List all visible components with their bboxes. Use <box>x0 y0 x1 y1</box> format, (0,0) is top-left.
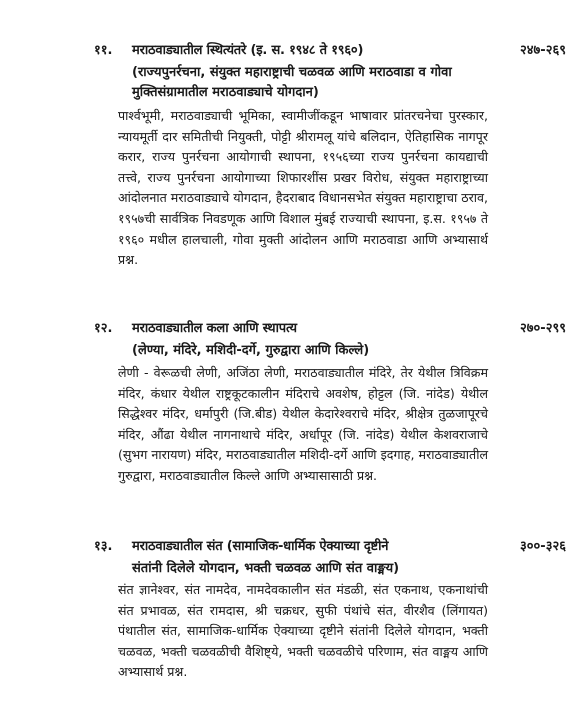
chapter-number: १२. <box>94 321 113 336</box>
page-range: ३००-३२६ <box>520 539 566 554</box>
chapter-title: मराठवाड्यातील कला आणि स्थापत्य <box>132 321 297 336</box>
chapter-subtitle: संतांनी दिलेले योगदान, भक्ती चळवळ आणि संत वाङ्मय) <box>132 561 400 576</box>
chapter-topics: लेणी - वेरूळची लेणी, अजिंठा लेणी, मराठवाड्यातील मंदिरे, तेर येथील त्रिविक्रम मंदिर, कंधार येथील राष्ट्रकूटकालीन मंदिराचे अवशेष, होट्टल (जि. नांदेड) येथील सिद्धेश्वर मंदिर, धर्मापुरी (जि.बीड) येथील केदारेश्वराचे मंदिर, श्रीक्षेत्र तुळजापूरचे मंदिर, औंढा येथील नागनाथाचे मंदिर, अर्धापूर (जि. नांदेड) येथील केशवराजाचे (सुभग नारायण) मंदिर, मराठवाड्यातील मशिदी-दर्गे आणि इदगाह, मराठवाड्यातील गुरुद्वारा, मराठवाड्यातील किल्ले आणि अभ्यासासाठी प्रश्न. <box>118 365 488 483</box>
chapter-number: १३. <box>94 539 113 554</box>
chapter-subtitle: (लेण्या, मंदिरे, मशिदी-दर्गे, गुरुद्वारा आणि किल्ले) <box>132 343 370 358</box>
chapter-number: ११. <box>94 43 113 58</box>
chapter-topics: पार्श्वभूमी, मराठवाड्याची भूमिका, स्वामीजींकडून भाषावार प्रांतरचनेचा पुरस्कार, न्यायमूर्ती दार समितीची नियुक्ती, पोट्टी श्रीरामलू यांचे बलिदान, ऐतिहासिक नागपूर करार, राज्य पुनर्रचना आयोगाची स्थापना, १९५६च्या राज्य पुनर्रचना कायद्याची तत्त्वे, राज्य पुनर्रचना आयोगाच्या शिफारशींस प्रखर विरोध, संयुक्त महाराष्ट्राच्या आंदोलनात मराठवाड्याचे योगदान, हैदराबाद विधानसभेत संयुक्त महाराष्ट्राचा ठराव, १९५७ची सार्वत्रिक निवडणूक आणि विशाल मुंबई राज्याची स्थापना, इ.स. १९५७ ते १९६० मधील हालचाली, गोवा मुक्ती आंदोलन आणि मराठवाडा आणि अभ्यासार्थ प्रश्न. <box>118 108 488 268</box>
chapter-title: मराठवाड्यातील स्थित्यंतरे (इ. स. १९४८ ते १९६०) <box>132 43 364 58</box>
chapter-topics: संत ज्ञानेश्वर, संत नामदेव, नामदेवकालीन संत मंडळी, संत एकनाथ, एकनाथांची संत प्रभावळ, संत रामदास, श्री चक्रधर, सुफी पंथांचे संत, वीरशैव (लिंगायत) पंथातील संत, सामाजिक-धार्मिक ऐक्याच्या दृष्टीने संतांनी दिलेले योगदान, भक्ती चळवळ, भक्ती चळवळीची वैशिष्ट्ये, भक्ती चळवळीचे परिणाम, संत वाङ्मय आणि अभ्यासार्थ प्रश्न. <box>118 582 488 680</box>
chapter-subtitle: (राज्यपुनर्रचना, संयुक्त महाराष्ट्राची चळवळ आणि मराठवाडा व गोवा मुक्तिसंग्रामातील मराठवाड्याचे योगदान) <box>132 65 452 100</box>
page-range: २७०-२९९ <box>520 321 566 336</box>
chapter-title: मराठवाड्यातील संत (सामाजिक-धार्मिक ऐक्याच्या दृष्टीने <box>132 539 389 554</box>
page-range: २४७-२६९ <box>520 43 566 58</box>
